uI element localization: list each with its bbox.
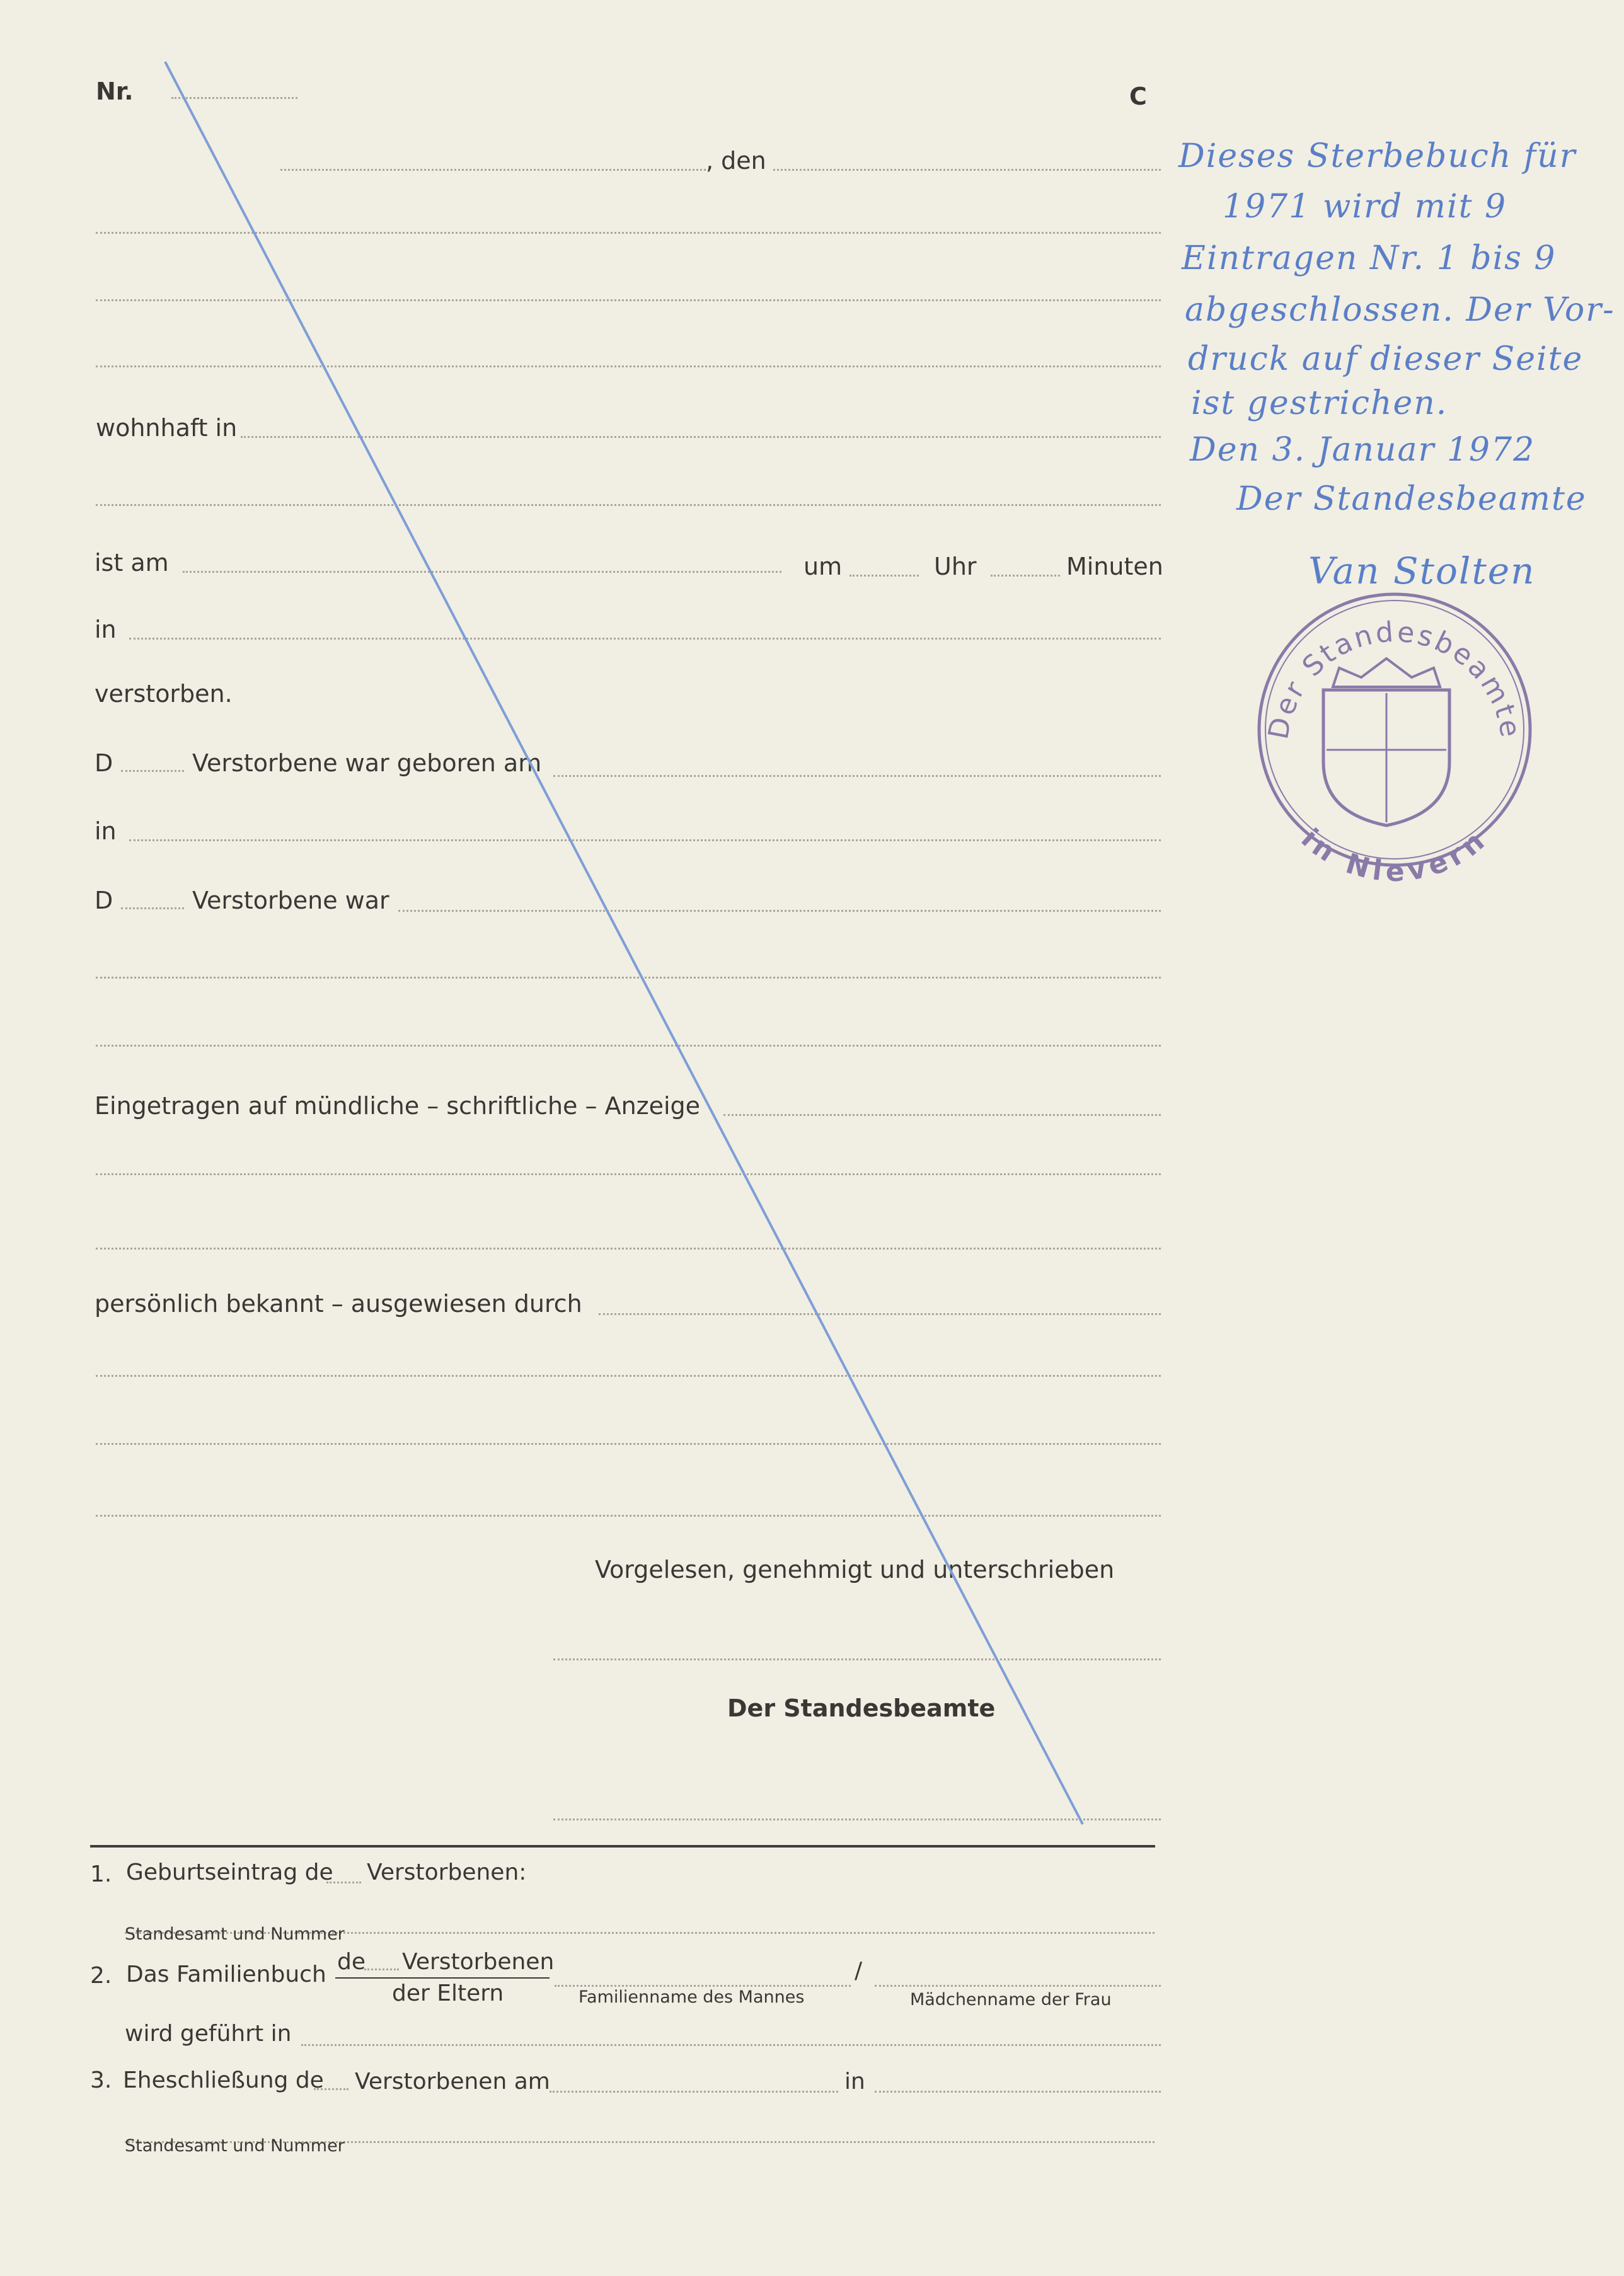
ist-am-label: ist am bbox=[95, 549, 169, 577]
handwritten-signature: Van Stolten bbox=[1308, 549, 1536, 592]
item2-eltern: der Eltern bbox=[392, 1980, 504, 2006]
bekannt-label: persönlich bekannt – ausgewiesen durch bbox=[95, 1290, 582, 1318]
item3-number: 3. bbox=[90, 2067, 112, 2093]
annotation-line: Dieses Sterbebuch für bbox=[1178, 137, 1577, 175]
official-stamp bbox=[1259, 594, 1530, 888]
form-code: C bbox=[1129, 83, 1147, 110]
annotation-line: Den 3. Januar 1972 bbox=[1190, 431, 1536, 469]
item3-in: in bbox=[844, 2069, 865, 2095]
item1-number: 1. bbox=[90, 1861, 112, 1887]
svg-text:in Nievern bbox=[1295, 822, 1494, 888]
annotation-line: ist gestrichen. bbox=[1191, 384, 1448, 422]
mann-caption: Familienname des Mannes bbox=[579, 1987, 805, 2007]
frau-caption: Mädchenname der Frau bbox=[910, 1990, 1112, 2009]
item1-label: Geburtseintrag de bbox=[126, 1859, 333, 1885]
standesamt-caption: Standesamt und Nummer bbox=[125, 1924, 345, 1944]
annotation-line: abgeschlossen. Der Vor- bbox=[1185, 291, 1615, 329]
item2-de: de bbox=[337, 1949, 366, 1975]
item1-verstorbenen: Verstorbenen: bbox=[367, 1859, 527, 1885]
in-label: in bbox=[95, 616, 117, 643]
annotation-line: druck auf dieser Seite bbox=[1188, 340, 1584, 378]
geboren-label: Verstorbene war geboren am bbox=[192, 749, 542, 777]
svg-text:Der Standesbeamte bbox=[1262, 616, 1527, 742]
den-label: , den bbox=[706, 147, 766, 175]
um-label: um bbox=[803, 553, 843, 580]
standesamt-caption-2: Standesamt und Nummer bbox=[125, 2136, 345, 2156]
war-label: Verstorbene war bbox=[192, 887, 389, 914]
item3-verstorbenen: Verstorbenen am bbox=[355, 2069, 550, 2095]
item3-label: Eheschließung de bbox=[123, 2067, 324, 2093]
item2-wird: wird geführt in bbox=[125, 2021, 292, 2047]
item2-verstorbenen: Verstorbenen bbox=[402, 1949, 555, 1975]
minuten-label: Minuten bbox=[1066, 553, 1163, 580]
slash: / bbox=[855, 1958, 863, 1984]
verstorben-label: verstorben. bbox=[95, 680, 233, 708]
item2-label: Das Familienbuch bbox=[126, 1962, 326, 1987]
annotation-line: Der Standesbeamte bbox=[1236, 480, 1587, 518]
item2-number: 2. bbox=[90, 1963, 112, 1989]
stamp-bottom-text: in Nievern bbox=[1294, 822, 1495, 888]
vorgelesen-text: Vorgelesen, genehmigt und unterschrieben bbox=[595, 1556, 1115, 1583]
standesbeamte-title: Der Standesbeamte bbox=[727, 1694, 996, 1722]
stamp-top-text: Der Standesbeamte bbox=[1262, 616, 1527, 742]
d-label: D bbox=[95, 749, 113, 777]
nr-label: Nr. bbox=[96, 78, 134, 105]
annotation-line: Eintragen Nr. 1 bis 9 bbox=[1182, 239, 1557, 277]
annotation-line: 1971 wird mit 9 bbox=[1223, 188, 1507, 226]
birth-in-label: in bbox=[95, 817, 117, 845]
wohnhaft-label: wohnhaft in bbox=[96, 414, 238, 442]
d-label-2: D bbox=[95, 887, 113, 914]
uhr-label: Uhr bbox=[934, 553, 977, 580]
cancel-diagonal-line bbox=[165, 62, 1083, 1824]
eingetragen-label: Eingetragen auf mündliche – schriftliche – Anzeige bbox=[95, 1092, 701, 1120]
